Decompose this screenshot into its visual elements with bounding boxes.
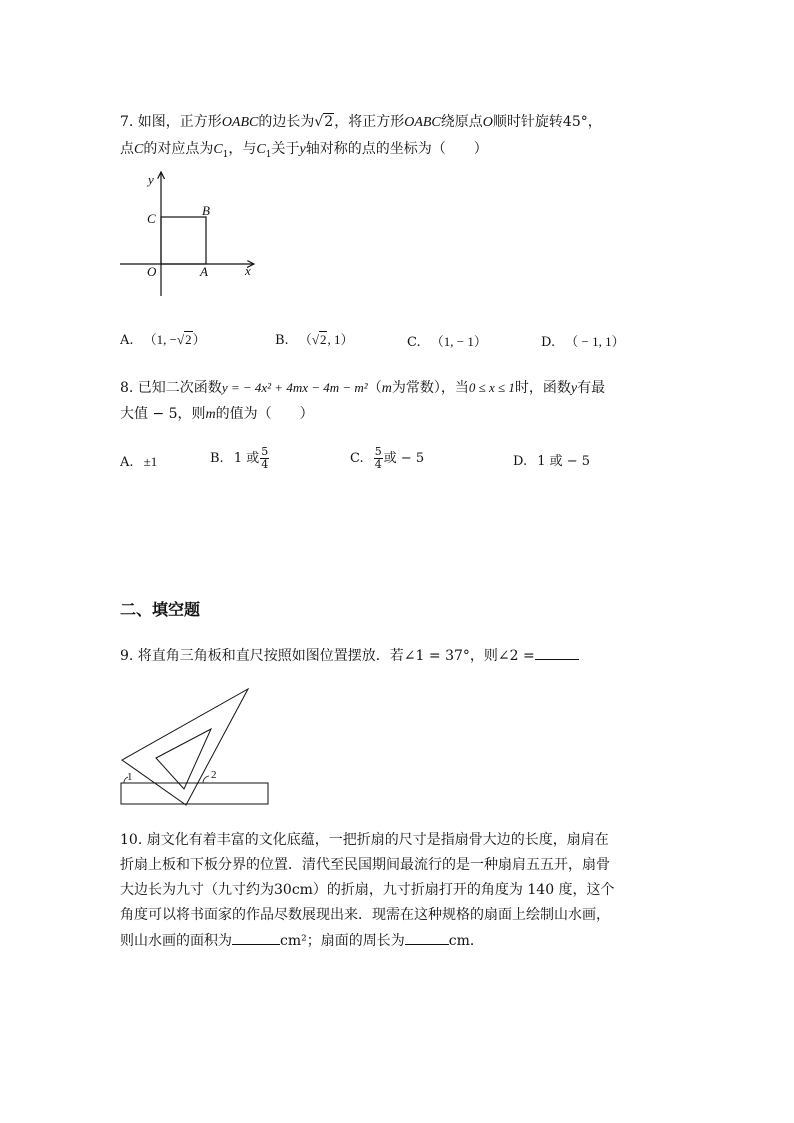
option-a-value: （1, − (143, 332, 178, 347)
fraction-numerator: 5 (374, 445, 382, 458)
label-b: B (202, 203, 210, 218)
q7-text: 轴对称的点的坐标为（ ） (305, 141, 488, 157)
q7-text: ，与 (228, 141, 257, 157)
q9-text: 9. 将直角三角板和直尺按照如图位置摆放．若∠1 = 37°，则∠2 = (120, 648, 535, 664)
q8-range: 0 ≤ x ≤ 1 (468, 380, 515, 395)
label-c: C (147, 211, 156, 226)
q8-text: 8. 已知二次函数 (120, 380, 222, 396)
q10-text: 则山水画的面积为 (120, 933, 232, 949)
q7-coordinate-figure (112, 168, 272, 303)
q7-sqrt-radicand: 2 (324, 114, 334, 130)
option-label: D. (513, 454, 528, 469)
q7-var-c: C (134, 142, 144, 157)
label-a: A (200, 264, 208, 279)
q7-line-2 (120, 139, 488, 165)
q8-text: 有最 (577, 380, 606, 396)
q8-text: （ (367, 380, 382, 396)
q8-text: 时，函数 (514, 380, 571, 396)
q9-triangle-ruler-figure (115, 685, 275, 810)
option-b-value: （ (298, 332, 312, 347)
q10-line-2: 折扇上板和下板分界的位置．清代至民国期间最流行的是一种扇肩五五开，扇骨 (120, 857, 610, 873)
q10-area-blank[interactable] (232, 930, 280, 945)
q8-var-m: m (381, 381, 392, 396)
square-oabc (161, 217, 206, 264)
q10-line-5 (120, 930, 484, 951)
option-b-close: , 1） (327, 332, 354, 347)
option-label: B. (275, 333, 289, 348)
option-c-value: 或 − 5 (383, 451, 425, 466)
q10-line-3: 大边长为九寸（九寸约为30cm）的折扇，九寸折扇打开的角度为 140 度，这个 (120, 882, 615, 898)
option-label: C. (350, 451, 364, 466)
q7-var-o: O (482, 115, 493, 130)
q7-text: 的对应点为 (143, 141, 214, 157)
q8-option-b (210, 444, 270, 474)
q10-text: cm． (448, 933, 484, 949)
option-b-value: 1 或 (233, 451, 260, 466)
q8-option-a (120, 452, 157, 473)
q8-text: 大值 − 5，则 (120, 406, 206, 422)
label-x: x (245, 263, 251, 278)
option-c-fraction (374, 446, 383, 471)
q10-perimeter-blank[interactable] (405, 930, 449, 945)
ruler (121, 783, 268, 804)
q7-text: 顺时针旋转45°， (492, 114, 602, 130)
option-label: A. (120, 333, 134, 348)
q7-text: 点 (120, 141, 134, 157)
q7-subscript: 1 (265, 149, 272, 160)
option-label: D. (541, 335, 556, 350)
q7-var-oabc: OABC (404, 115, 441, 130)
q7-line-1 (120, 112, 602, 133)
q7-var-y: y (299, 142, 306, 157)
q7-option-c (407, 332, 487, 353)
q8-line-2 (120, 404, 314, 425)
q7-var-oabc: OABC (221, 115, 259, 130)
option-label: C. (407, 335, 421, 350)
option-a-sqrt: √2 (177, 332, 192, 347)
q8-option-d (513, 452, 590, 472)
option-a-close: ） (192, 332, 206, 347)
label-y: y (148, 172, 154, 187)
q7-option-b (275, 330, 354, 351)
q7-option-d (541, 332, 625, 353)
q10-line-1: 10. 扇文化有着丰富的文化底蕴，一把折扇的尺寸是指扇骨大边的长度，扇肩在 (120, 832, 609, 848)
q7-text: 7. 如图，正方形 (120, 114, 222, 130)
angle-1-label: 1 (127, 771, 133, 783)
label-o: O (147, 264, 157, 279)
q9-line (120, 645, 579, 666)
q7-text: 的边长为 (258, 114, 315, 130)
option-label: A. (120, 455, 134, 470)
option-b-sqrt: √2 (311, 332, 327, 347)
q9-answer-blank[interactable] (535, 645, 579, 660)
option-d-value: （ − 1, 1） (565, 334, 625, 349)
fraction-denominator: 4 (261, 458, 269, 471)
q8-var-y: y (570, 381, 578, 396)
q8-text: 为常数），当 (391, 380, 469, 396)
q10-text: cm²；扇面的周长为 (280, 933, 405, 949)
q10-line-4: 角度可以将书面家的作品尽数展现出来．现需在这种规格的扇面上绘制山水画， (120, 907, 610, 923)
q7-subscript: 1 (222, 149, 229, 160)
q7-sqrt2: √2 (314, 114, 334, 130)
option-a-radicand: 2 (185, 332, 192, 347)
option-d-value: 1 或 − 5 (537, 454, 591, 469)
q8-text: 的值为（ ） (215, 406, 314, 422)
q8-option-c (350, 444, 424, 474)
fraction-numerator: 5 (261, 445, 269, 458)
q7-text: ，将正方形 (334, 114, 405, 130)
q7-var-c1: C (256, 142, 266, 157)
option-b-fraction (260, 446, 269, 471)
q8-function: y = − 4x² + 4mx − 4m − m² (221, 380, 368, 395)
fraction-denominator: 4 (374, 458, 382, 471)
q8-line-1 (120, 378, 605, 399)
section-heading: 二、填空题 (120, 600, 201, 619)
angle-2-arc (203, 776, 209, 783)
q7-text: 绕原点 (440, 114, 483, 130)
option-label: B. (210, 451, 224, 466)
triangle-inner (156, 729, 211, 789)
option-c-value: （1, − 1） (430, 334, 487, 349)
angle-2-label: 2 (211, 769, 217, 781)
q8-var-m: m (205, 407, 216, 422)
q7-option-a (120, 330, 206, 351)
option-b-radicand: 2 (319, 332, 327, 347)
q7-var-c1: C (213, 142, 223, 157)
q7-text: 关于 (271, 141, 300, 157)
option-a-value: ±1 (143, 454, 158, 469)
